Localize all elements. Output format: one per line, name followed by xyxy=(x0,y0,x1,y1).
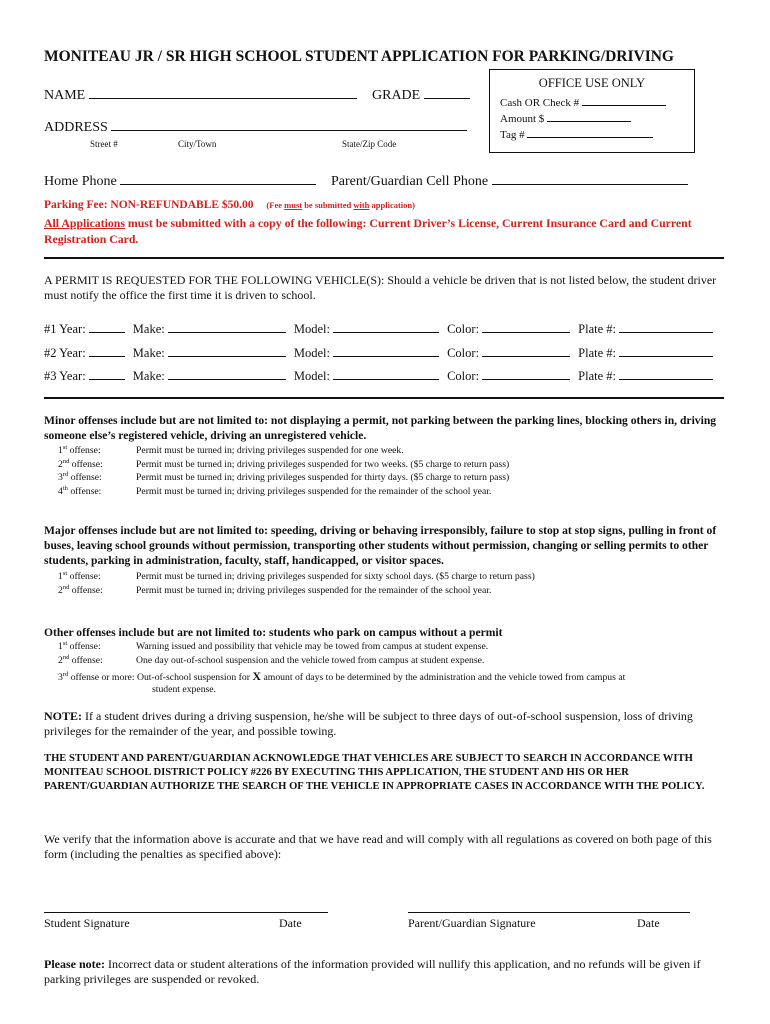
minor-offense-penalty: Permit must be turned in; driving privileges suspended for two weeks. ($5 charge to return pass) xyxy=(136,458,510,470)
vehicle-field-label: Make: xyxy=(132,369,168,383)
minor-offense-number: 2nd offense: xyxy=(58,457,103,470)
vehicle-field-label: Model: xyxy=(293,369,334,383)
vehicle-field-label: Model: xyxy=(293,346,334,360)
major-offense-number: 2nd offense: xyxy=(58,583,103,596)
minor-offenses-heading: Minor offenses include but are not limited to: not displaying a permit, not parking between the parking lines, blocking others in, driving someone else’s registered vehicle, driving an unregistered vehicle. xyxy=(44,414,717,442)
state-zip-caption: State/Zip Code xyxy=(342,139,397,149)
major-offense-penalty: Permit must be turned in; driving privileges suspended for sixty school days. ($5 charge to return pass) xyxy=(136,571,535,582)
note-text: If a student drives during a driving suspension, he/she will be subject to three days of out-of-school suspension, loss of driving privileges for the remainder of the year, and possible towing. xyxy=(44,709,693,738)
amount-label: Amount $ xyxy=(500,113,545,125)
other-offense-3-continued: student expense. xyxy=(152,684,217,695)
parent-date-label: Date xyxy=(637,916,660,930)
vehicle-plate-field[interactable] xyxy=(578,322,713,336)
amount-field[interactable] xyxy=(500,111,631,125)
cash-check-label: Cash OR Check # xyxy=(500,97,580,109)
minor-offense-number: 4th offense: xyxy=(58,484,102,497)
parking-fee xyxy=(44,199,415,211)
page-title: MONITEAU JR / SR HIGH SCHOOL STUDENT APPLICATION FOR PARKING/DRIVING xyxy=(44,48,674,65)
vehicle-model-field[interactable] xyxy=(294,322,439,336)
vehicle-color-field[interactable] xyxy=(447,322,570,336)
minor-offense-penalty: Permit must be turned in; driving privileges suspended for one week. xyxy=(136,445,404,456)
vehicle-make-field[interactable] xyxy=(133,346,286,360)
other-offense-3: 3rd offense or more: Out-of-school suspension for X amount of days to be determined by the administration and the vehicle towed from campus at xyxy=(58,669,626,683)
student-signature-line[interactable] xyxy=(44,912,328,913)
parent-signature-label: Parent/Guardian Signature xyxy=(408,916,536,930)
vehicle-make-field[interactable] xyxy=(133,322,286,336)
city-caption: City/Town xyxy=(178,139,217,149)
vehicle-field-label: Model: xyxy=(293,322,334,336)
vehicle-field-label: #3 Year: xyxy=(44,369,89,383)
application-requirements xyxy=(44,215,724,247)
office-use-title: OFFICE USE ONLY xyxy=(538,76,646,90)
note-label: NOTE: xyxy=(44,709,83,723)
please-note-label: Please note: xyxy=(44,957,105,971)
vehicle-make-field[interactable] xyxy=(133,369,286,383)
vehicle-model-field[interactable] xyxy=(294,346,439,360)
name-field[interactable] xyxy=(44,85,357,104)
tag-field[interactable] xyxy=(500,127,653,141)
vehicle-field-label: Color: xyxy=(447,369,483,383)
vehicle-year-field[interactable] xyxy=(44,322,125,336)
vehicle-field-label: #1 Year: xyxy=(44,322,89,336)
vehicle-color-field[interactable] xyxy=(447,369,570,383)
minor-offense-number: 1st offense: xyxy=(58,443,101,456)
verification-statement: We verify that the information above is accurate and that we have read and will comply with all regulations as covered on both page of this form (including the penalties as specified above): xyxy=(44,832,712,861)
vehicle-field-label: Color: xyxy=(447,346,483,360)
guardian-phone-label: Parent/Guardian Cell Phone xyxy=(331,174,489,189)
other-offense-penalty: One day out-of-school suspension and the vehicle towed from campus at student expense. xyxy=(136,654,485,666)
office-use-box xyxy=(489,69,695,153)
vehicle-plate-field[interactable] xyxy=(578,346,713,360)
vehicle-field-label: Color: xyxy=(447,322,483,336)
vehicle-field-label: Plate #: xyxy=(578,369,620,383)
vehicle-row xyxy=(44,343,721,361)
vehicle-field-label: Plate #: xyxy=(578,346,620,360)
parent-signature-line[interactable] xyxy=(408,912,690,913)
grade-field[interactable] xyxy=(372,85,470,104)
vehicle-field-label: Plate #: xyxy=(578,322,620,336)
cash-check-field[interactable] xyxy=(500,95,666,109)
permit-request-text: A PERMIT IS REQUESTED FOR THE FOLLOWING VEHICLE(S): Should a vehicle be driven that is not listed below, the student driver must notify the office the first time it is driven to school. xyxy=(44,273,717,302)
vehicle-model-field[interactable] xyxy=(294,369,439,383)
guardian-phone-field[interactable] xyxy=(331,171,688,190)
please-note-text: Incorrect data or student alterations of the information provided will nullify this application, and no refunds will be given if parking privileges are suspended or revoked. xyxy=(44,957,701,986)
other-offense-number: 1st offense: xyxy=(58,639,101,652)
vehicle-field-label: Make: xyxy=(132,346,168,360)
vehicle-year-field[interactable] xyxy=(44,346,125,360)
requirements-text: must be submitted with a copy of the following: Current Driver’s License, Current Insurance Card and Current Registration Card. xyxy=(44,216,692,246)
other-offenses-heading: Other offenses include but are not limited to: students who park on campus without a permit xyxy=(44,626,503,639)
vehicle-field-label: Make: xyxy=(132,322,168,336)
student-signature-label: Student Signature xyxy=(44,916,130,930)
major-offenses-heading: Major offenses include but are not limited to: speeding, driving or behaving irresponsibly, failure to stop at stop signs, pulling in front of buses, leaving school grounds without permission, transporting other students without permission, changing or selling permits to other students, parking in administration, faculty, staff, handicapped, or visitor spaces. xyxy=(44,524,717,567)
other-offense-number: 2nd offense: xyxy=(58,653,103,666)
divider xyxy=(44,257,724,259)
home-phone-label: Home Phone xyxy=(44,174,117,189)
all-applications-label: All Applications xyxy=(44,216,125,230)
suspension-note xyxy=(44,709,724,739)
vehicle-field-label: #2 Year: xyxy=(44,346,89,360)
address-field[interactable] xyxy=(44,117,467,136)
name-label: NAME xyxy=(44,88,86,103)
major-offense-penalty: Permit must be turned in; driving privileges suspended for the remainder of the school year. xyxy=(136,584,492,596)
home-phone-field[interactable] xyxy=(44,171,316,190)
street-caption: Street # xyxy=(90,139,118,149)
please-note xyxy=(44,957,724,987)
grade-label: GRADE xyxy=(372,88,421,103)
vehicle-plate-field[interactable] xyxy=(578,369,713,383)
search-acknowledgement: THE STUDENT AND PARENT/GUARDIAN ACKNOWLEDGE THAT VEHICLES ARE SUBJECT TO SEARCH IN ACCORDANCE WITH MONITEAU SCHOOL DISTRICT POLICY #226 BY EXECUTING THIS APPLICATION, THE STUDENT AND HIS OR HER PARENT/GUARDIAN AUTHORIZE THE SEARCH OF THE VEHICLE IN APPROPRIATE CASES IN ACCORDANCE WITH THE POLICY. xyxy=(44,753,705,792)
minor-offense-penalty: Permit must be turned in; driving privileges suspended for the remainder of the school year. xyxy=(136,485,492,497)
divider xyxy=(44,397,724,399)
vehicle-row xyxy=(44,366,721,384)
minor-offense-penalty: Permit must be turned in; driving privileges suspended for thirty days. ($5 charge to return pass) xyxy=(136,472,510,484)
student-date-label: Date xyxy=(279,916,302,930)
major-offense-number: 1st offense: xyxy=(58,569,101,582)
vehicle-color-field[interactable] xyxy=(447,346,570,360)
parking-fee-label: Parking Fee: NON-REFUNDABLE $50.00 xyxy=(44,199,254,211)
minor-offense-number: 3rd offense: xyxy=(58,470,102,484)
fee-note: (Fee must be submitted with application) xyxy=(266,200,415,210)
vehicle-row xyxy=(44,319,721,337)
address-label: ADDRESS xyxy=(44,120,108,135)
tag-label: Tag # xyxy=(500,129,525,141)
other-offense-penalty: Warning issued and possibility that vehicle may be towed from campus at student expense. xyxy=(136,641,489,652)
vehicle-year-field[interactable] xyxy=(44,369,125,383)
